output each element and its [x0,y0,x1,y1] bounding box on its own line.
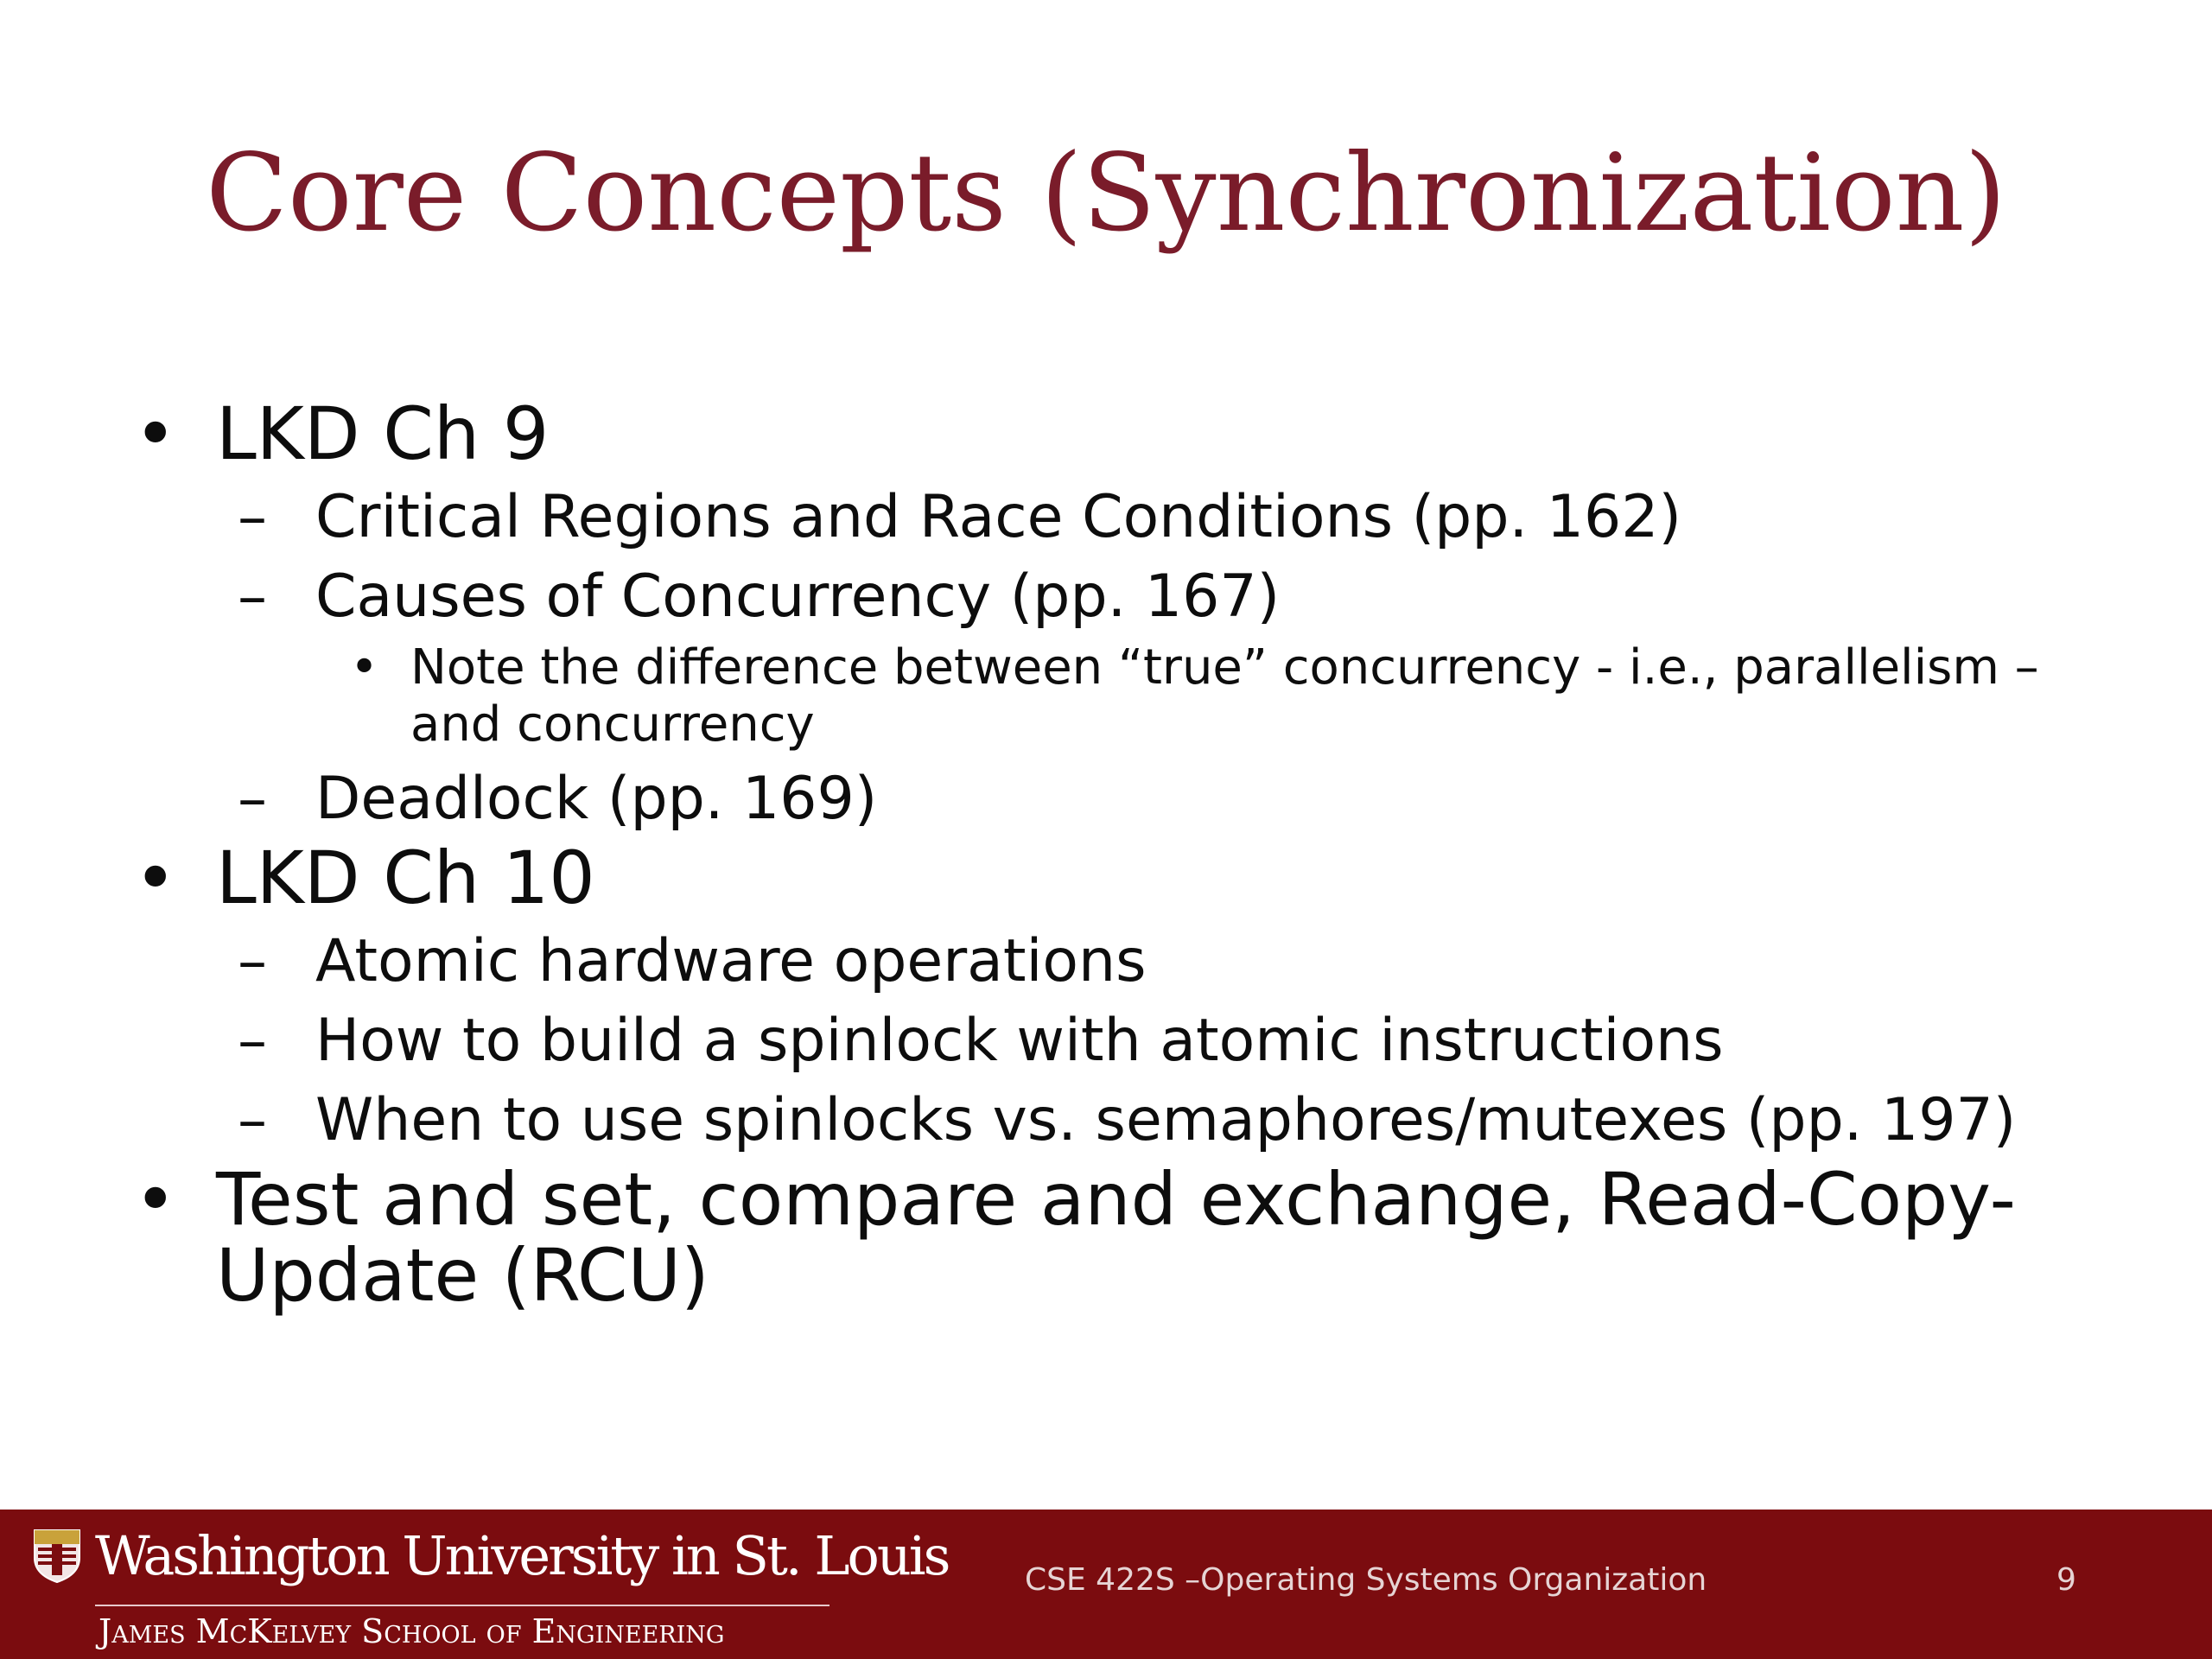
sub-bullet-item [130,563,2074,631]
logo-divider [95,1605,830,1606]
bullet-text: LKD Ch 10 [216,836,595,920]
course-title: CSE 422S –Operating Systems Organization [1025,1562,1707,1598]
dash-marker: – [238,1007,267,1075]
sub-bullet-item [130,1007,2074,1075]
bullet-item [130,1157,2074,1318]
bullet-marker: • [134,1157,177,1242]
bullet-list [130,389,2074,1318]
sub-bullet-item [130,1087,2074,1154]
sub-bullet-item [130,766,2074,833]
dash-marker: – [238,483,267,551]
sub-bullet-text: Deadlock (pp. 169) [315,765,878,833]
bullet-marker: • [350,639,379,696]
sub-bullet-text: Atomic hardware operations [315,927,1147,995]
bullet-marker: • [134,391,177,476]
university-shield-icon [33,1529,81,1584]
bullet-item [130,836,2074,920]
bullet-marker: • [134,836,177,920]
dash-marker: – [238,765,267,833]
dash-marker: – [238,563,267,631]
sub-bullet-item [130,928,2074,995]
footer-bar [0,1510,2212,1659]
bullet-text: LKD Ch 9 [216,391,550,476]
dash-marker: – [238,1086,267,1154]
bullet-item [130,391,2074,476]
sub-bullet-text: When to use spinlocks vs. semaphores/mutexes (pp. 197) [315,1086,2017,1154]
bullet-text: Test and set, compare and exchange, Read-Copy-Update (RCU) [216,1157,2016,1318]
sub-bullet-text: How to build a spinlock with atomic instructions [315,1007,1724,1075]
sub-bullet-text: Causes of Concurrency (pp. 167) [315,563,1281,631]
slide-title: Core Concepts (Synchronization) [206,131,2006,256]
sub-bullet-item [130,484,2074,551]
sub-sub-bullet-text: Note the difference between “true” concurrency - i.e., parallelism – and concurrency [410,639,2039,753]
sub-sub-bullet-item [130,639,2074,753]
dash-marker: – [238,927,267,995]
university-name: Washington University in St. Louis [95,1524,949,1587]
school-name: James McKelvey School of Engineering [99,1612,725,1650]
sub-bullet-text: Critical Regions and Race Conditions (pp. 162) [315,483,1682,551]
page-number: 9 [2056,1562,2076,1598]
